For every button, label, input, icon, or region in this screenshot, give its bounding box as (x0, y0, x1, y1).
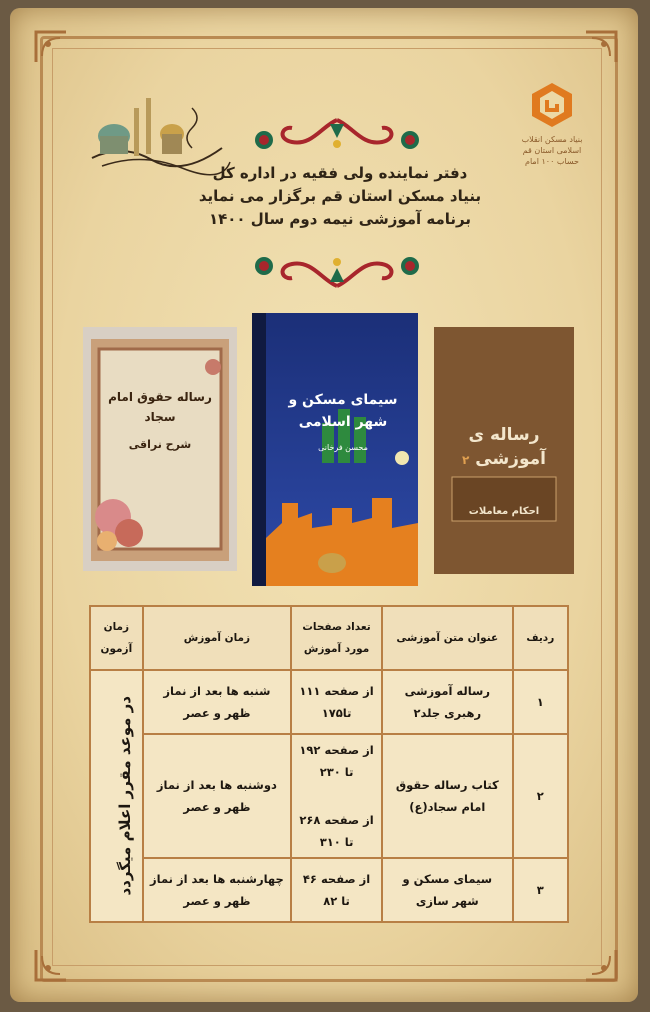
heading-line-1: دفتر نماینده ولی فقیه در اداره کل (212, 164, 468, 182)
book-cover-imam-sajjad-rights (83, 327, 237, 571)
row-pages: از صفحه ۱۱۱ تا۱۷۵ (291, 670, 382, 734)
table-header-row (90, 606, 568, 670)
header-exam: زمان آزمون (90, 606, 143, 670)
row-title: رساله آموزشی رهبری جلد۲ (382, 670, 513, 734)
header-title: عنوان متن آموزشی (382, 606, 513, 670)
row-title: سیمای مسکن و شهر سازی (382, 858, 513, 922)
book3-subtitle: احکام معاملات (468, 506, 540, 517)
row-number: ۳ (513, 858, 568, 922)
corner-ornament-icon (34, 948, 68, 982)
header-row-no: ردیف (513, 606, 568, 670)
book-cover-islamic-housing (252, 313, 418, 586)
book3-number: ۲ (462, 453, 470, 467)
row-pages-range-2: از صفحه ۲۶۸ تا ۳۱۰ (299, 813, 374, 849)
announcement-heading (170, 162, 510, 231)
training-schedule-table (89, 605, 569, 923)
table-row (90, 858, 568, 922)
heading-line-3: برنامه آموزشی نیمه دوم سال ۱۴۰۰ (208, 210, 472, 228)
row-time: دوشنبه ها بعد از نماز ظهر و عصر (143, 734, 291, 858)
row-number: ۱ (513, 670, 568, 734)
exam-time-cell (90, 670, 143, 922)
table-row (90, 670, 568, 734)
row-pages: از صفحه ۴۶ تا ۸۲ (291, 858, 382, 922)
heading-line-2: بنیاد مسکن استان قم برگزار می نماید (198, 187, 482, 205)
row-time: شنبه ها بعد از نماز ظهر و عصر (143, 670, 291, 734)
header-time: زمان آموزش (143, 606, 291, 670)
book1-title: رساله حقوق امام سجاد (108, 390, 212, 424)
housing-foundation-logo-icon (527, 80, 577, 130)
corner-ornament-icon (584, 948, 618, 982)
exam-note: در موعد مقرر اعلام میگردد (115, 696, 134, 896)
row-pages (291, 734, 382, 858)
bottom-floral-ornament-icon (242, 244, 432, 290)
row-time: چهارشنبه ها بعد از نماز ظهر و عصر (143, 858, 291, 922)
book2-author: محسن فرخانی (318, 443, 368, 452)
row-number: ۲ (513, 734, 568, 858)
emblem-text-line2: حساب ۱۰۰ امام (525, 157, 579, 166)
table-row (90, 734, 568, 858)
emblem-text-line1: بنیاد مسکن انقلاب اسلامی استان قم (521, 135, 583, 155)
corner-ornament-icon (34, 30, 68, 64)
top-floral-ornament-icon (242, 116, 432, 162)
row-pages-range-1: از صفحه ۱۹۲ تا ۲۳۰ (299, 743, 374, 779)
book-cover-educational-treatise (434, 327, 574, 574)
row-title: کتاب رساله حقوق امام سجاد(ع) (382, 734, 513, 858)
book1-subtitle: شرح نراقی (128, 438, 192, 451)
book3-title: رساله ی آموزشی (468, 425, 546, 469)
corner-ornament-icon (584, 30, 618, 64)
book2-title: سیمای مسکن و شهر اسلامی (288, 392, 398, 430)
header-pages: تعداد صفحات مورد آموزش (291, 606, 382, 670)
organization-emblem (512, 80, 592, 167)
